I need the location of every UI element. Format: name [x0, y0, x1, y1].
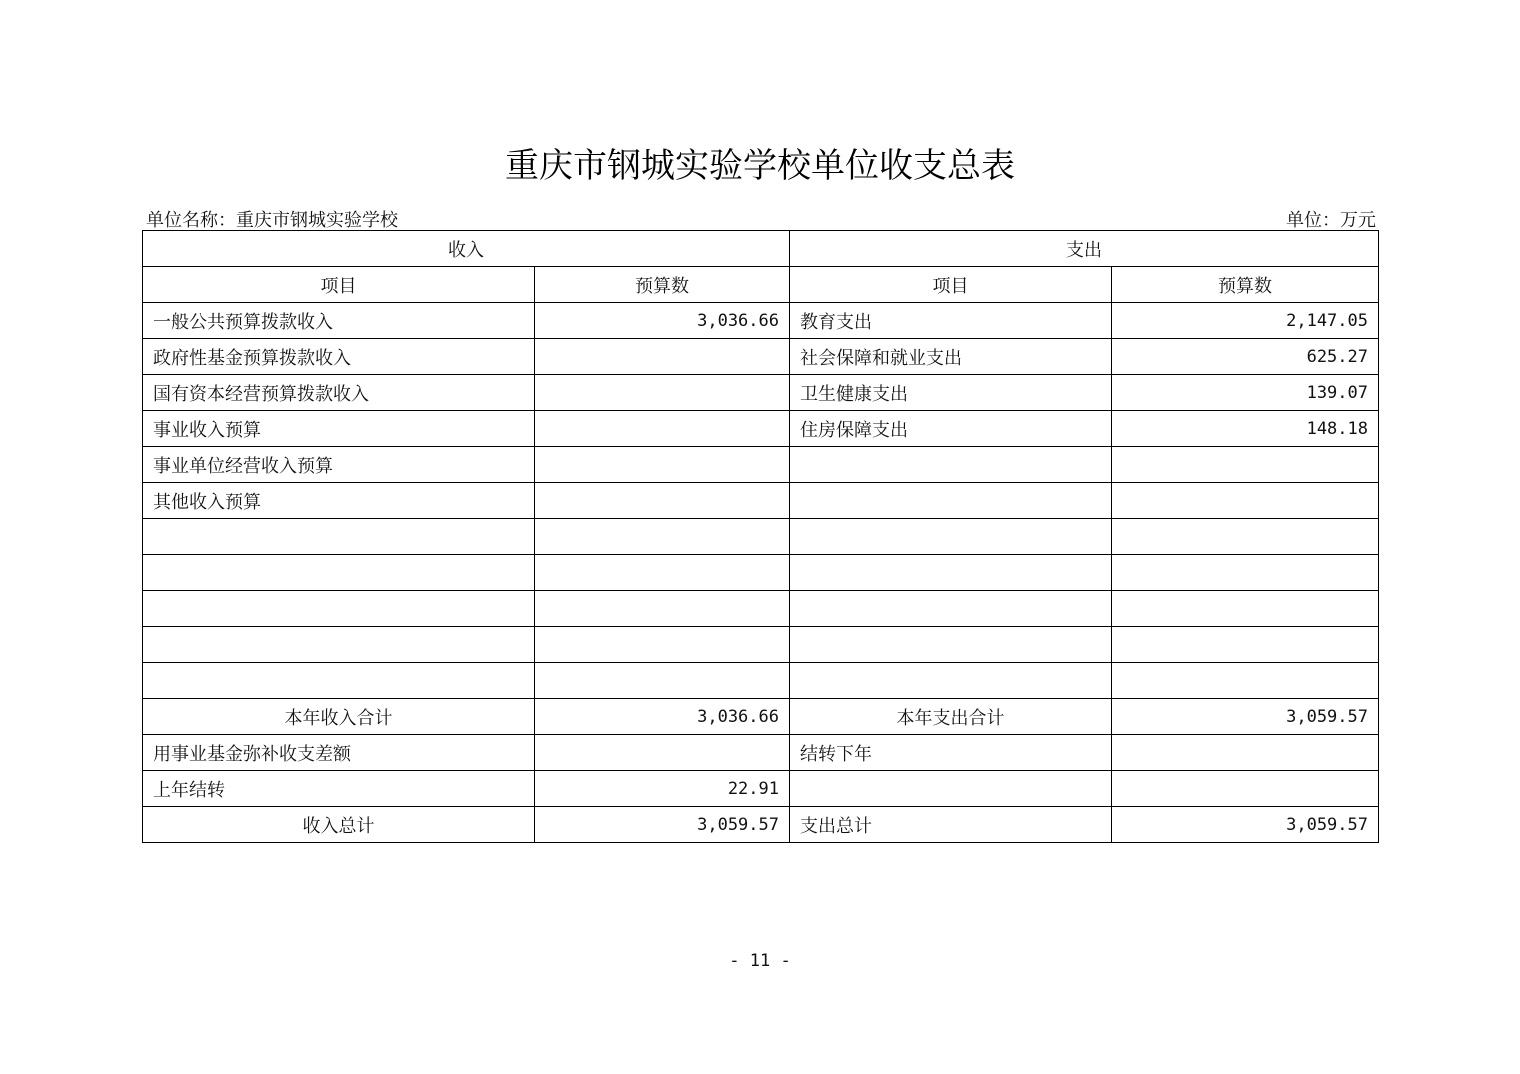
income-value-cell: [535, 519, 790, 555]
expense-value-cell: [1112, 555, 1379, 591]
table-row: [143, 339, 1379, 375]
income-item-cell: 其他收入预算: [143, 483, 535, 519]
expense-value-cell: 148.18: [1112, 411, 1379, 447]
income-value-cell: [535, 627, 790, 663]
year-income-total-label: 本年收入合计: [143, 699, 535, 735]
fund-balance-label: 用事业基金弥补收支差额: [143, 735, 535, 771]
expense-item-cell: [790, 519, 1112, 555]
expense-item-cell: [790, 555, 1112, 591]
table-row: [143, 555, 1379, 591]
unit-name-label: 单位名称：重庆市钢城实验学校: [146, 210, 398, 231]
income-item-cell: [143, 663, 535, 699]
expense-item-cell: [790, 483, 1112, 519]
expense-item-cell: 住房保障支出: [790, 411, 1112, 447]
expense-item-cell: 卫生健康支出: [790, 375, 1112, 411]
year-total-row: [143, 699, 1379, 735]
expense-value-cell: 139.07: [1112, 375, 1379, 411]
income-item-header: 项目: [143, 267, 535, 303]
expense-section-header: 支出: [790, 231, 1379, 267]
expense-item-cell: 社会保障和就业支出: [790, 339, 1112, 375]
carry-forward-label: 结转下年: [790, 735, 1112, 771]
expense-grand-total-label: 支出总计: [790, 807, 1112, 843]
income-item-cell: 事业收入预算: [143, 411, 535, 447]
fund-balance-row: [143, 735, 1379, 771]
prior-year-carryover-label: 上年结转: [143, 771, 535, 807]
table-row: [143, 375, 1379, 411]
table-row: [143, 483, 1379, 519]
income-value-cell: [535, 411, 790, 447]
year-income-total-value: 3,036.66: [535, 699, 790, 735]
expense-value-cell: [1112, 591, 1379, 627]
income-value-cell: [535, 375, 790, 411]
income-grand-total-label: 收入总计: [143, 807, 535, 843]
income-item-cell: 政府性基金预算拨款收入: [143, 339, 535, 375]
income-item-cell: 事业单位经营收入预算: [143, 447, 535, 483]
expense-item-cell: [790, 447, 1112, 483]
expense-item-cell: 教育支出: [790, 303, 1112, 339]
income-value-cell: [535, 555, 790, 591]
table-row: [143, 591, 1379, 627]
column-header-row: [143, 267, 1379, 303]
page-title: 重庆市钢城实验学校单位收支总表: [505, 146, 1015, 186]
table-row: [143, 447, 1379, 483]
income-value-cell: [535, 447, 790, 483]
expense-value-cell: 625.27: [1112, 339, 1379, 375]
expense-value-cell: [1112, 483, 1379, 519]
table-row: [143, 663, 1379, 699]
carryover-row: [143, 771, 1379, 807]
income-value-cell: [535, 591, 790, 627]
expense-value-cell: [1112, 627, 1379, 663]
year-expense-total-label: 本年支出合计: [790, 699, 1112, 735]
income-grand-total-value: 3,059.57: [535, 807, 790, 843]
expense-budget-header: 预算数: [1112, 267, 1379, 303]
budget-summary-table: [142, 230, 1379, 843]
expense-item-cell: [790, 591, 1112, 627]
prior-year-carryover-value: 22.91: [535, 771, 790, 807]
carryover-expense-value-cell: [1112, 771, 1379, 807]
expense-item-cell: [790, 663, 1112, 699]
income-value-cell: [535, 483, 790, 519]
carryover-expense-item-cell: [790, 771, 1112, 807]
fund-balance-value: [535, 735, 790, 771]
page-number: - 11 -: [729, 951, 791, 971]
expense-item-cell: [790, 627, 1112, 663]
income-value-cell: [535, 663, 790, 699]
grand-total-row: [143, 807, 1379, 843]
expense-value-cell: [1112, 447, 1379, 483]
income-value-cell: [535, 339, 790, 375]
table-row: [143, 303, 1379, 339]
income-item-cell: [143, 519, 535, 555]
unit-currency-label: 单位：万元: [1286, 210, 1376, 231]
income-item-cell: 国有资本经营预算拨款收入: [143, 375, 535, 411]
table-row: [143, 411, 1379, 447]
expense-value-cell: [1112, 663, 1379, 699]
table-row: [143, 519, 1379, 555]
expense-grand-total-value: 3,059.57: [1112, 807, 1379, 843]
income-item-cell: [143, 591, 535, 627]
year-expense-total-value: 3,059.57: [1112, 699, 1379, 735]
income-item-cell: [143, 627, 535, 663]
income-item-cell: [143, 555, 535, 591]
expense-value-cell: [1112, 519, 1379, 555]
carry-forward-value: [1112, 735, 1379, 771]
expense-item-header: 项目: [790, 267, 1112, 303]
table-row: [143, 627, 1379, 663]
expense-value-cell: 2,147.05: [1112, 303, 1379, 339]
income-value-cell: 3,036.66: [535, 303, 790, 339]
income-budget-header: 预算数: [535, 267, 790, 303]
section-header-row: [143, 231, 1379, 267]
income-item-cell: 一般公共预算拨款收入: [143, 303, 535, 339]
income-section-header: 收入: [143, 231, 790, 267]
